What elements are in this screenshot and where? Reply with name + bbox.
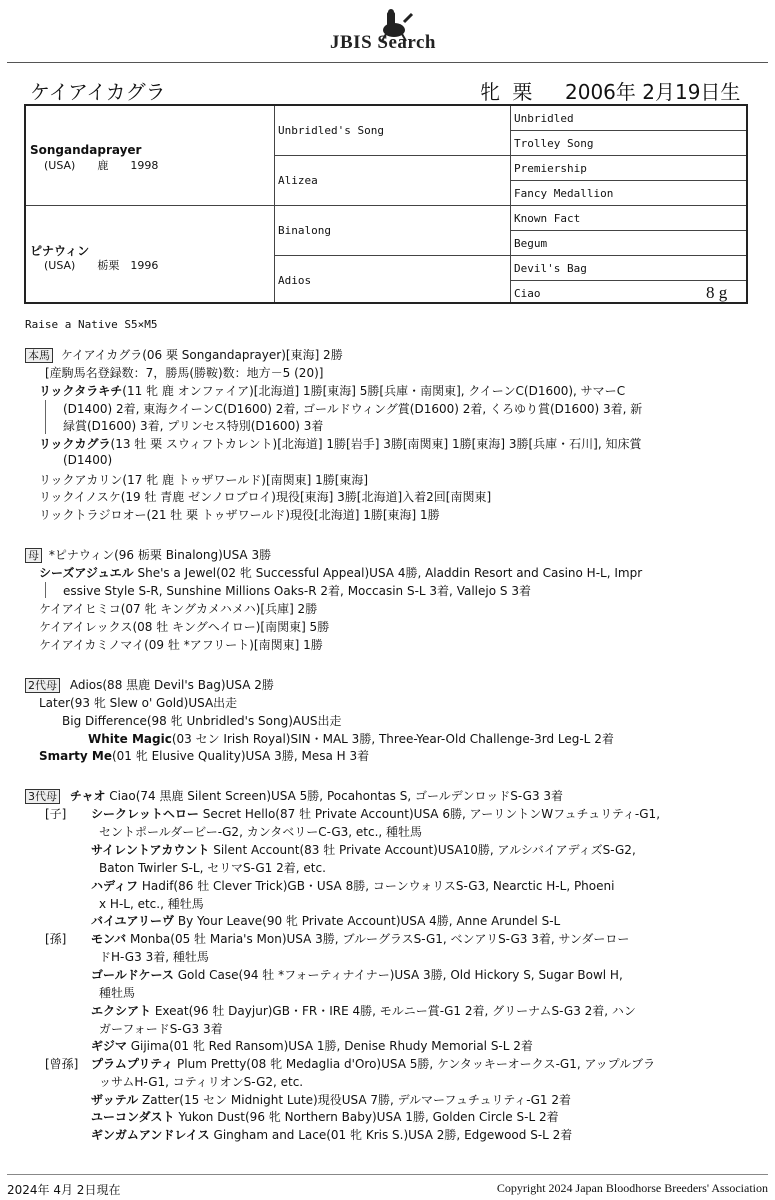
sire-name[interactable]: Songandaprayer	[30, 143, 142, 157]
list-item: サイレントアカウント Silent Account(83 牡 Private Account)USA10勝, アルシバイアディズS-G2,	[91, 843, 636, 857]
list-item: リックカグラ(13 牡 栗 スウィフトカレント)[北海道] 1勝[岩手] 3勝[南関東] 1勝[東海] 3勝[兵庫・石川], 知床賞	[39, 437, 642, 451]
footer-copyright: Copyright 2024 Japan Bloodhorse Breeders' Association	[496, 1181, 768, 1195]
horse-name: ケイアイカグラ	[30, 80, 166, 104]
inbreeding: Raise a Native S5×M5	[25, 318, 158, 331]
g2dam-header: 2代母 Adios(88 黒鹿 Devil's Bag)USA 2勝	[25, 676, 274, 693]
list-item-cont: 種牡馬	[99, 986, 136, 1000]
honba-header	[25, 346, 343, 363]
section-tag: 母	[25, 548, 42, 563]
pedigree-g1-3[interactable]: Binalong	[278, 224, 331, 237]
list-item: White Magic(03 セン Irish Royal)SIN・MAL 3勝, Three-Year-Old Challenge-3rd Leg-L 2着	[88, 732, 614, 746]
dam-line: *ピナウィン(96 栃栗 Binalong)USA 3勝	[48, 548, 272, 562]
footer-divider	[7, 1174, 768, 1175]
generation-label: [子]	[45, 807, 67, 821]
list-item: シーズアジュエル She's a Jewel(02 牝 Successful Appeal)USA 4勝, Aladdin Resort and Casino H-L, Impr	[39, 566, 643, 580]
section-tag: 2代母	[25, 678, 60, 693]
list-item: ザッテル Zatter(15 セン Midnight Lute)現役USA 7勝, デルマーフュチュリティ-G1 2着	[91, 1093, 572, 1107]
list-item-cont: セントポールダービー-G2, カンタベリーC-G3, etc., 種牡馬	[99, 825, 423, 839]
dam-name[interactable]: ピナウィン	[30, 244, 90, 258]
list-item: リックイノスケ(19 牡 青鹿 ゼンノロブロイ)現役[東海] 3勝[北海道]入着2回[南関東]	[39, 490, 492, 504]
pedigree-g1-4[interactable]: Adios	[278, 274, 312, 287]
list-item-cont: (D1400)	[63, 453, 113, 467]
horse-birth-date: 2006年 2月19日生	[565, 80, 741, 104]
list-item-cont: 緑賞(D1600) 3着, プリンセス特別(D1600) 3着	[63, 419, 324, 433]
pedigree-g2-5[interactable]: Known Fact	[514, 212, 581, 225]
footer-date: 2024年 4月 2日現在	[7, 1183, 121, 1197]
list-item: ケイアイカミノマイ(09 牡 *アフリート)[南関東] 1勝	[39, 638, 323, 652]
honba-stats: [産駒馬名登録数：7，勝馬(勝鞍)数：地方－5 (20)]	[45, 366, 324, 380]
horse-sex-color: 牝 栗	[480, 80, 536, 104]
list-item-cont: x H-L, etc., 種牡馬	[99, 897, 204, 911]
section-tag: 本馬	[25, 348, 53, 363]
pedigree-table	[24, 104, 748, 304]
pedigree-g1-2[interactable]: Alizea	[278, 174, 318, 187]
list-item-cont: ッサムH-G1, コティリオンS-G2, etc.	[99, 1075, 304, 1089]
logo-text: JBIS Search	[330, 32, 436, 53]
list-item: ギジマ Gijima(01 牝 Red Ransom)USA 1勝, Denise Rhudy Memorial S-L 2着	[91, 1039, 533, 1053]
pedigree-g2-6[interactable]: Begum	[514, 237, 548, 250]
list-item-cont: (D1400) 2着, 東海クイーンC(D1600) 2着, ゴールドウィング賞(D1600) 2着, くろゆり賞(D1600) 3着, 新	[63, 402, 643, 416]
list-item: プラムプリティ Plum Pretty(08 牝 Medaglia d'Oro)USA 5勝, ケンタッキーオークス-G1, アップルブラ	[91, 1057, 656, 1071]
list-item: リックアカリン(17 牝 鹿 トゥザワールド)[南関東] 1勝[東海]	[39, 473, 369, 487]
list-item-cont: ドH-G3 3着, 種牡馬	[99, 950, 209, 964]
g3dam-header: 3代母 チャオ Ciao(74 黒鹿 Silent Screen)USA 5勝, Pocahontas S, ゴールデンロッドS-G3 3着	[25, 787, 563, 804]
generation-label: [曾孫]	[45, 1057, 79, 1071]
jbis-logo[interactable]	[0, 8, 775, 58]
list-item: ユーコンダスト Yukon Dust(96 牝 Northern Baby)USA 1勝, Golden Circle S-L 2着	[91, 1110, 559, 1124]
dam-info: (USA) 栃栗 1996	[44, 259, 159, 272]
list-item: Later(93 牝 Slew o' Gold)USA出走	[39, 696, 238, 710]
sire-info: (USA) 鹿 1998	[44, 159, 159, 172]
list-item: ケイアイレックス(08 牡 キングヘイロー)[南関東] 5勝	[39, 620, 330, 634]
header-divider	[7, 62, 768, 63]
pedigree-g2-2[interactable]: Trolley Song	[514, 137, 594, 150]
list-item: リックタラキチ(11 牝 鹿 オンファイア)[北海道] 1勝[東海] 5勝[兵庫・南関東], クイーンC(D1600), サマーC	[39, 384, 626, 398]
list-item-cont: essive Style S-R, Sunshine Millions Oaks-R 2着, Moccasin S-L 3着, Vallejo S 3着	[63, 584, 531, 598]
pedigree-g2-1[interactable]: Unbridled	[514, 112, 574, 125]
pedigree-weight: 8 g	[706, 283, 728, 302]
list-item: ケイアイヒミコ(07 牝 キングカメハメハ)[兵庫] 2勝	[39, 602, 318, 616]
pedigree-g2-4[interactable]: Fancy Medallion	[514, 187, 614, 200]
dam-header	[25, 546, 271, 563]
list-item: モンバ Monba(05 牡 Maria's Mon)USA 3勝, ブルーグラスS-G1, ベンアリS-G3 3着, サンダーロー	[91, 932, 630, 946]
section-tag: 3代母	[25, 789, 60, 804]
list-item: エクシアト Exeat(96 牡 Dayjur)GB・FR・IRE 4勝, モルニー賞-G1 2着, グリーナムS-G3 2着, ハン	[91, 1004, 636, 1018]
offspring-name[interactable]: シーズアジュエル	[39, 566, 134, 580]
list-item: Big Difference(98 牝 Unbridled's Song)AUS出走	[62, 714, 342, 728]
list-item: シークレットヘロー Secret Hello(87 牡 Private Account)USA 6勝, アーリントンWフュチュリティ-G1,	[91, 807, 661, 821]
list-item: ゴールドケース Gold Case(94 牡 *フォーティナイナー)USA 3勝, Old Hickory S, Sugar Bowl H,	[91, 968, 623, 982]
list-item: ハディフ Hadif(86 牡 Clever Trick)GB・USA 8勝, コーンウォリスS-G3, Nearctic H-L, Phoeni	[91, 879, 615, 893]
honba-horse: ケイアイカグラ(06 栗 Songandaprayer)[東海] 2勝	[60, 348, 343, 362]
offspring-name[interactable]: Smarty Me	[39, 749, 112, 763]
list-item-cont: Baton Twirler S-L, セリマS-G1 2着, etc.	[99, 861, 326, 875]
generation-label: [孫]	[45, 932, 67, 946]
list-item: Smarty Me(01 牝 Elusive Quality)USA 3勝, Mesa H 3着	[39, 749, 370, 763]
offspring-name[interactable]: リックカグラ	[39, 437, 111, 451]
pedigree-g2-8[interactable]: Ciao	[514, 287, 541, 300]
list-item: リックトラジロオー(21 牡 栗 トゥザワールド)現役[北海道] 1勝[東海] 1勝	[39, 508, 440, 522]
list-item: バイユアリーヴ By Your Leave(90 牝 Private Account)USA 4勝, Anne Arundel S-L	[91, 914, 561, 928]
offspring-name[interactable]: リックタラキチ	[39, 384, 123, 398]
pedigree-g1-1[interactable]: Unbridled's Song	[278, 124, 384, 137]
pedigree-g2-3[interactable]: Premiership	[514, 162, 587, 175]
list-item: ギンガムアンドレイス Gingham and Lace(01 牝 Kris S.)USA 2勝, Edgewood S-L 2着	[91, 1128, 573, 1142]
offspring-name[interactable]: White Magic	[88, 732, 172, 746]
list-item-cont: ガーフォードS-G3 3着	[99, 1022, 223, 1036]
pedigree-g2-7[interactable]: Devil's Bag	[514, 262, 587, 275]
